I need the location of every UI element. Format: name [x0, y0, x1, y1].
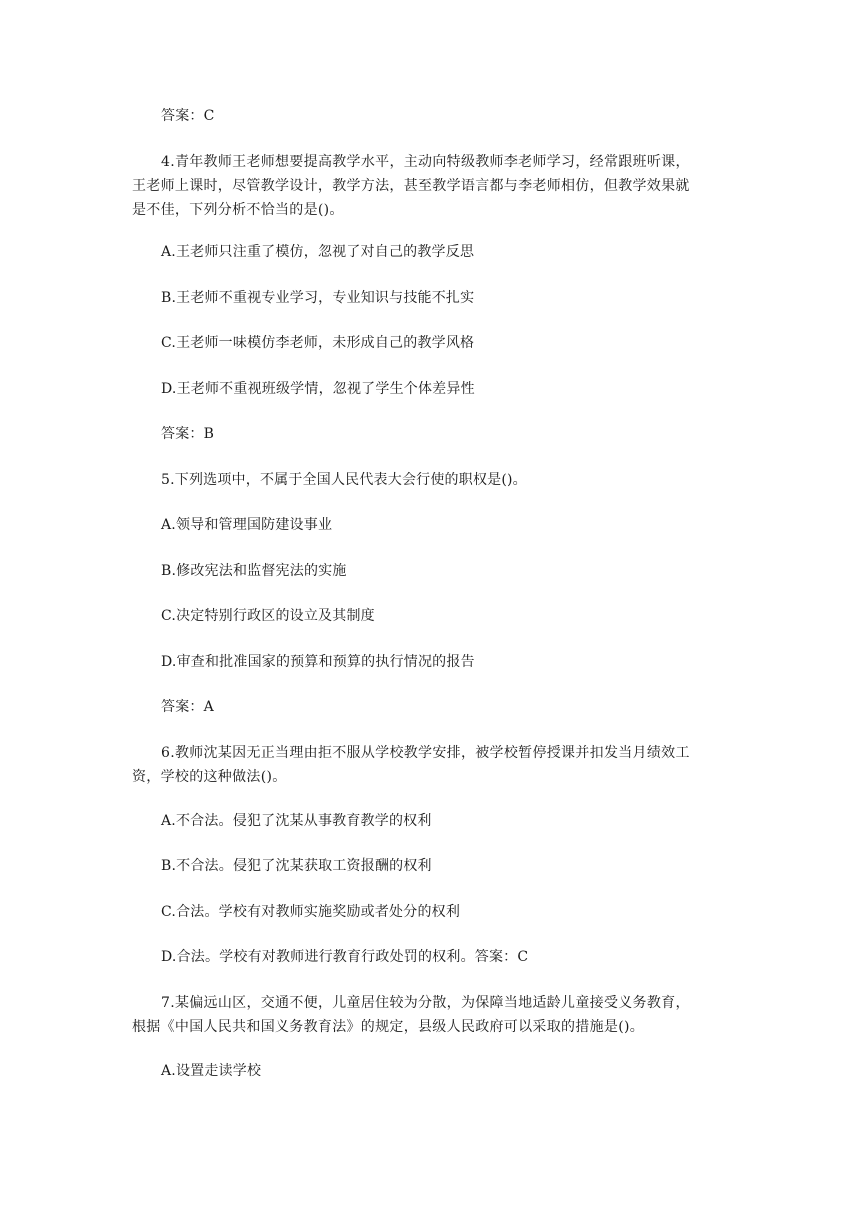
question-4-line-1: 4.青年教师王老师想要提高教学水平，主动向特级教师李老师学习，经常跟班听课， — [161, 154, 690, 170]
q6-option-d-answer: D.合法。学校有对教师进行教育行政处罚的权利。答案：C — [161, 949, 529, 965]
q5-option-c: C.决定特别行政区的设立及其制度 — [161, 608, 375, 624]
q6-option-a: A.不合法。侵犯了沈某从事教育教学的权利 — [161, 813, 432, 829]
question-5: 5.下列选项中，不属于全国人民代表大会行使的职权是()。 — [161, 472, 527, 488]
question-7-line-2: 根据《中国人民共和国义务教育法》的规定，县级人民政府可以采取的措施是()。 — [132, 1019, 645, 1035]
question-6 — [132, 741, 733, 789]
q4-option-a: A.王老师只注重了模仿，忽视了对自己的教学反思 — [161, 244, 475, 260]
question-7-line-1: 7.某偏远山区，交通不便，儿童居住较为分散，为保障当地适龄儿童接受义务教育， — [161, 995, 690, 1011]
q4-option-c: C.王老师一味模仿李老师，未形成自己的教学风格 — [161, 335, 475, 351]
q6-option-c: C.合法。学校有对教师实施奖励或者处分的权利 — [161, 904, 461, 920]
q5-option-d: D.审查和批准国家的预算和预算的执行情况的报告 — [161, 654, 475, 670]
q6-option-b: B.不合法。侵犯了沈某获取工资报酬的权利 — [161, 858, 432, 874]
question-6-line-1: 6.教师沈某因无正当理由拒不服从学校教学安排，被学校暂停授课并扣发当月绩效工 — [161, 745, 690, 761]
answer-q3: 答案：C — [161, 108, 215, 124]
question-4-line-2: 王老师上课时，尽管教学设计，教学方法，甚至教学语言都与李老师相仿，但教学效果就 — [132, 178, 690, 194]
question-4 — [132, 150, 733, 222]
question-7 — [132, 991, 733, 1039]
q5-option-b: B.修改宪法和监督宪法的实施 — [161, 563, 347, 579]
question-4-line-3: 是不佳，下列分析不恰当的是()。 — [132, 202, 344, 218]
q4-option-b: B.王老师不重视专业学习，专业知识与技能不扎实 — [161, 290, 475, 306]
q5-option-a: A.领导和管理国防建设事业 — [161, 517, 333, 533]
q4-option-d: D.王老师不重视班级学情，忽视了学生个体差异性 — [161, 381, 475, 397]
q7-option-a: A.设置走读学校 — [161, 1063, 262, 1079]
question-6-line-2: 资，学校的这种做法()。 — [132, 769, 287, 785]
answer-q5: 答案：A — [161, 699, 214, 715]
answer-q4: 答案：B — [161, 426, 215, 442]
